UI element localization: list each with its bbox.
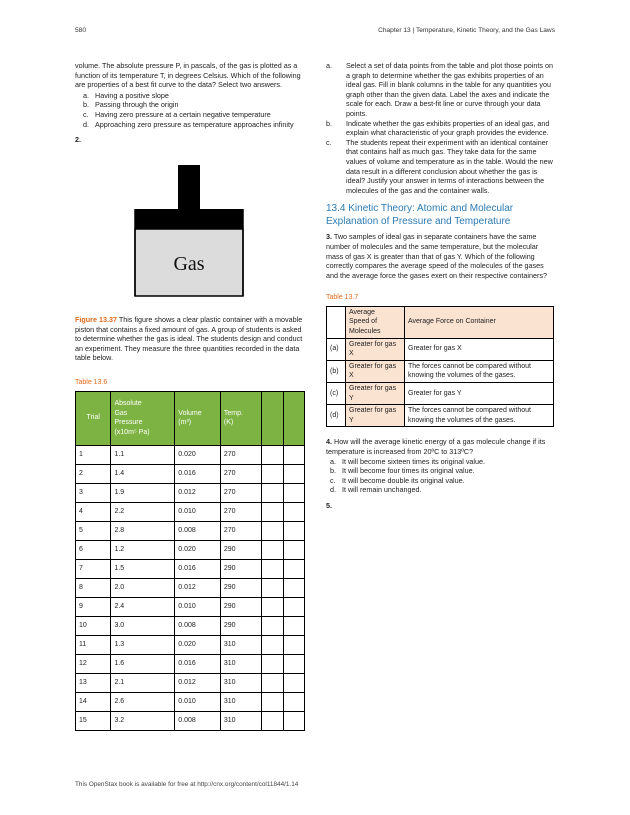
- table-row: [76, 464, 305, 483]
- col-blank-1: [262, 391, 283, 445]
- cell-volume: 0.016: [175, 654, 221, 673]
- sub-question-label: b.: [326, 118, 332, 128]
- cell-volume: 0.012: [175, 673, 221, 692]
- cell-temp: 270: [220, 445, 262, 464]
- option-item: [83, 100, 307, 110]
- cell-pressure: 1.9: [111, 483, 175, 502]
- question-stem: volume. The absolute pressure P, in pascals, of the gas is plotted as a function of its temperature T, in degrees Celsius. Which of the following are properties of a best fit curve to the data? Select two answers.: [75, 61, 301, 90]
- option-label: d.: [330, 485, 336, 495]
- table-row: [327, 383, 554, 405]
- question-number: 3.: [326, 232, 332, 242]
- option-text: Having zero pressure at a certain negative temperature: [95, 109, 271, 119]
- cell-temp: 290: [220, 559, 262, 578]
- option-label: b.: [330, 466, 336, 476]
- cell-force: Greater for gas X: [405, 338, 554, 360]
- sub-question-item: [326, 119, 554, 138]
- table-header-row: [76, 391, 305, 445]
- cell-volume: 0.012: [175, 483, 221, 502]
- cell-blank: [262, 483, 283, 502]
- cell-pressure: 1.4: [111, 464, 175, 483]
- cell-blank: [283, 616, 304, 635]
- cell-blank: [283, 673, 304, 692]
- cell-speed: Greater for gas Y: [346, 383, 405, 405]
- cell-blank: [262, 578, 283, 597]
- cell-blank: [283, 559, 304, 578]
- cell-trial: 12: [76, 654, 111, 673]
- sub-question-item: [326, 61, 554, 119]
- cell-trial: 3: [76, 483, 111, 502]
- option-text: It will become sixteen times its original value.: [342, 456, 486, 466]
- option-text: Having a positive slope: [95, 90, 169, 100]
- option-text: It will become four times its original value.: [342, 466, 475, 476]
- cell-blank: [283, 540, 304, 559]
- sub-question-label: a.: [326, 61, 332, 70]
- option-item: [83, 120, 307, 130]
- option-item: [83, 91, 307, 101]
- question-text: Two samples of ideal gas in separate containers have the same number of molecules and the same temperature, but the molecular mass of gas X is greater than that of gas Y. Which of the following correctly compares the average speed of the molecules of the gases and the average force the gases exert on their respective containers?: [326, 232, 547, 280]
- cell-blank: [262, 616, 283, 635]
- cell-volume: 0.008: [175, 711, 221, 730]
- figure-caption: [75, 315, 307, 363]
- cell-pressure: 1.3: [111, 635, 175, 654]
- cell-force: The forces cannot be compared without knowing the volumes of the gases.: [405, 405, 554, 427]
- section-title: 13.4 Kinetic Theory: Atomic and Molecular Explanation of Pressure and Temperature: [326, 203, 514, 227]
- option-label: b.: [83, 100, 89, 110]
- cell-pressure: 2.0: [111, 578, 175, 597]
- header-force: Average Force on Container: [405, 306, 554, 338]
- right-column: [326, 61, 554, 511]
- gas-piston-figure: [134, 165, 244, 297]
- cell-pressure: 2.4: [111, 597, 175, 616]
- sub-question-label: c.: [326, 137, 332, 147]
- cell-pressure: 3.0: [111, 616, 175, 635]
- col-pressure: Absolute Gas Pressure (x10m⁵ Pa): [111, 391, 175, 445]
- cell-speed: Greater for gas X: [346, 360, 405, 382]
- cell-temp: 290: [220, 597, 262, 616]
- table-row: [76, 445, 305, 464]
- question-4: [326, 437, 554, 456]
- cell-volume: 0.012: [175, 578, 221, 597]
- cell-temp: 290: [220, 540, 262, 559]
- cell-force: The forces cannot be compared without knowing the volumes of the gases.: [405, 360, 554, 382]
- cell-blank: [262, 464, 283, 483]
- cell-blank: [262, 540, 283, 559]
- page-footer: This OpenStax book is available for free at http://cnx.org/content/col11844/1.14: [75, 781, 299, 788]
- cell-blank: [262, 635, 283, 654]
- table-header-row: [327, 306, 554, 338]
- header-blank: [327, 306, 346, 338]
- table-row: [76, 521, 305, 540]
- cell-blank: [283, 445, 304, 464]
- option-item: [83, 110, 307, 120]
- cell-pressure: 2.6: [111, 692, 175, 711]
- cell-pressure: 1.1: [111, 445, 175, 464]
- cell-blank: [283, 464, 304, 483]
- option-label: a.: [83, 90, 89, 100]
- option-label: a.: [330, 456, 336, 466]
- cell-volume: 0.016: [175, 464, 221, 483]
- cell-trial: 14: [76, 692, 111, 711]
- cell-blank: [283, 711, 304, 730]
- comparison-table: [326, 306, 554, 428]
- table-row: [76, 673, 305, 692]
- answer-options: [83, 91, 307, 129]
- col-temp: Temp. (K): [220, 391, 262, 445]
- cell-speed: Greater for gas X: [346, 338, 405, 360]
- col-blank-2: [283, 391, 304, 445]
- cell-volume: 0.010: [175, 692, 221, 711]
- cell-pressure: 1.2: [111, 540, 175, 559]
- table-13-6-container: [75, 378, 305, 731]
- sub-question-text: The students repeat their experiment with an identical container that contains half as much gas. They take data for the same values of volume and temperature as in the table. Would the new data result in a different conclusion about whether the gas is ideal? Justify your answer in terms of interactions between the molecules of the gas and the container walls.: [346, 137, 553, 195]
- col-trial: Trial: [76, 391, 111, 445]
- piston-head: [135, 209, 243, 229]
- cell-trial: 13: [76, 673, 111, 692]
- cell-volume: 0.008: [175, 521, 221, 540]
- cell-volume: 0.010: [175, 502, 221, 521]
- option-text: It will remain unchanged.: [342, 485, 422, 495]
- cell-trial: 4: [76, 502, 111, 521]
- sub-question-text: Indicate whether the gas exhibits properties of an ideal gas, and explain what characteristic of your graph provides the evidence.: [346, 118, 550, 138]
- cell-trial: 2: [76, 464, 111, 483]
- cell-blank: [283, 692, 304, 711]
- option-label: d.: [83, 119, 89, 129]
- page-number: 580: [75, 27, 87, 34]
- cell-temp: 310: [220, 711, 262, 730]
- table-body: [327, 338, 554, 427]
- question-number: 5.: [326, 500, 332, 510]
- cell-blank: [262, 654, 283, 673]
- table-row: [76, 635, 305, 654]
- cell-pressure: 1.6: [111, 654, 175, 673]
- cell-blank: [283, 597, 304, 616]
- option-item: [330, 466, 554, 476]
- cell-pressure: 3.2: [111, 711, 175, 730]
- cell-blank: [283, 483, 304, 502]
- cell-temp: 270: [220, 464, 262, 483]
- table-row: [76, 540, 305, 559]
- piston-diagram: [134, 165, 244, 297]
- gas-label: Gas: [173, 253, 205, 275]
- cell-blank: [262, 559, 283, 578]
- option-text: Approaching zero pressure as temperature approaches infinity: [95, 119, 294, 129]
- cell-blank: [262, 521, 283, 540]
- cell-force: Greater for gas Y: [405, 383, 554, 405]
- cell-temp: 270: [220, 521, 262, 540]
- cell-trial: 9: [76, 597, 111, 616]
- table-row: [76, 711, 305, 730]
- cell-temp: 310: [220, 673, 262, 692]
- row-label: (a): [327, 338, 346, 360]
- option-text: Passing through the origin: [95, 100, 179, 110]
- cell-trial: 1: [76, 445, 111, 464]
- cell-trial: 5: [76, 521, 111, 540]
- row-label: (d): [327, 405, 346, 427]
- cell-temp: 310: [220, 654, 262, 673]
- cell-blank: [262, 711, 283, 730]
- option-item: [330, 457, 554, 467]
- cell-trial: 7: [76, 559, 111, 578]
- cell-temp: 310: [220, 635, 262, 654]
- cell-temp: 290: [220, 578, 262, 597]
- cell-blank: [283, 521, 304, 540]
- cell-blank: [283, 635, 304, 654]
- table-row: [76, 616, 305, 635]
- figure-caption-label: Figure 13.37: [75, 315, 117, 324]
- question-number: 4.: [326, 437, 332, 447]
- table-row: [76, 578, 305, 597]
- row-label: (c): [327, 383, 346, 405]
- question-text: How will the average kinetic energy of a gas molecule change if its temperature is increased from 20ºC to 313ºC?: [326, 437, 546, 456]
- option-label: c.: [330, 475, 336, 485]
- row-label: (b): [327, 360, 346, 382]
- table-row: [327, 338, 554, 360]
- table-row: [76, 692, 305, 711]
- cell-volume: 0.010: [175, 597, 221, 616]
- option-text: It will become double its original value.: [342, 475, 465, 485]
- option-item: [330, 485, 554, 495]
- cell-blank: [283, 578, 304, 597]
- table-row: [76, 483, 305, 502]
- piston-rod: [178, 165, 200, 209]
- cell-volume: 0.008: [175, 616, 221, 635]
- cell-volume: 0.016: [175, 559, 221, 578]
- table-row: [76, 502, 305, 521]
- cell-pressure: 2.2: [111, 502, 175, 521]
- cell-blank: [283, 654, 304, 673]
- answer-options: [330, 457, 554, 495]
- question-3: [326, 232, 554, 280]
- table-title: Table 13.6: [75, 379, 108, 386]
- cell-blank: [262, 673, 283, 692]
- cell-pressure: 1.5: [111, 559, 175, 578]
- table-row: [76, 654, 305, 673]
- sub-questions: [326, 61, 554, 195]
- figure-caption-text: This figure shows a clear plastic container with a movable piston that contains a fixed amount of gas. A group of students is asked to determine whether the gas is ideal. The students design and conduct an experiment. They measure the three quantities recorded in the data table below.: [75, 315, 303, 363]
- sub-question-item: [326, 138, 554, 196]
- cell-temp: 270: [220, 502, 262, 521]
- cell-temp: 290: [220, 616, 262, 635]
- cell-blank: [262, 502, 283, 521]
- table-row: [327, 360, 554, 382]
- col-volume: Volume (m³): [175, 391, 221, 445]
- cell-volume: 0.020: [175, 540, 221, 559]
- sub-question-text: Select a set of data points from the table and plot those points on a graph to determine whether the gas exhibits properties of an ideal gas. Fill in blank columns in the table for any quantities you graph other than the given data. Label the axes and indicate the scale for each. Draw a best-fit line or curve through your data points.: [346, 61, 553, 118]
- option-label: c.: [83, 109, 89, 119]
- data-table: [75, 391, 305, 731]
- left-column: [75, 61, 307, 145]
- cell-volume: 0.020: [175, 445, 221, 464]
- cell-temp: 270: [220, 483, 262, 502]
- cell-blank: [262, 445, 283, 464]
- cell-speed: Greater for gas Y: [346, 405, 405, 427]
- cell-trial: 11: [76, 635, 111, 654]
- cell-trial: 10: [76, 616, 111, 635]
- option-item: [330, 476, 554, 486]
- cell-blank: [262, 692, 283, 711]
- header-speed: Average Speed of Molecules: [346, 306, 405, 338]
- running-header: Chapter 13 | Temperature, Kinetic Theory, and the Gas Laws: [378, 27, 555, 34]
- table-row: [76, 597, 305, 616]
- table-row: [327, 405, 554, 427]
- cell-trial: 8: [76, 578, 111, 597]
- table-title: Table 13.7: [326, 294, 359, 302]
- cell-volume: 0.020: [175, 635, 221, 654]
- cell-blank: [283, 502, 304, 521]
- cell-trial: 15: [76, 711, 111, 730]
- cell-blank: [262, 597, 283, 616]
- cell-trial: 6: [76, 540, 111, 559]
- table-body: [76, 445, 305, 730]
- cell-pressure: 2.8: [111, 521, 175, 540]
- cell-pressure: 2.1: [111, 673, 175, 692]
- table-row: [76, 559, 305, 578]
- question-number: 2.: [75, 135, 81, 145]
- cell-temp: 310: [220, 692, 262, 711]
